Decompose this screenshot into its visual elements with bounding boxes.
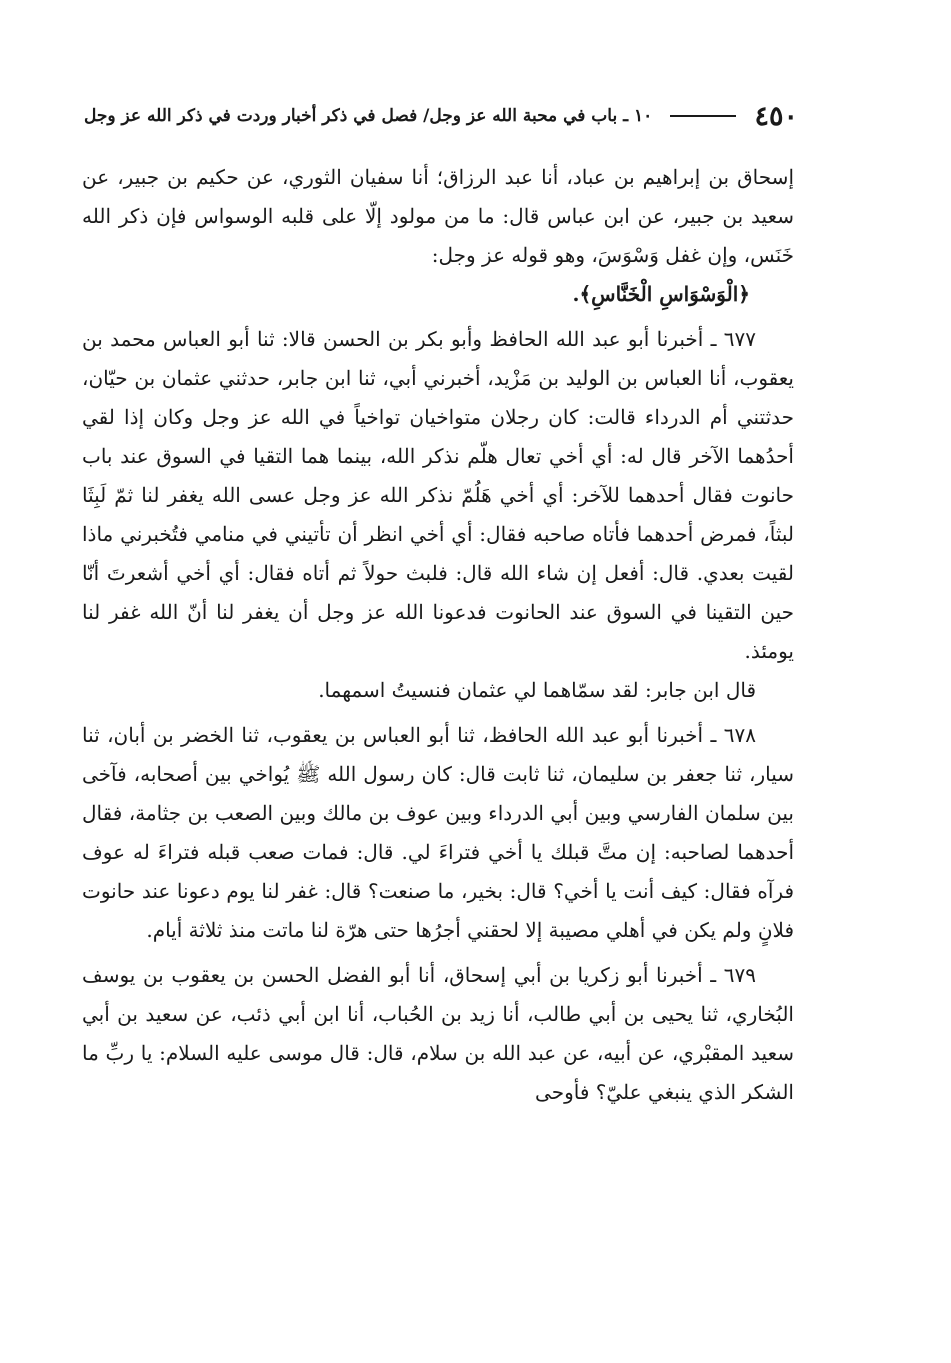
page-header bbox=[84, 98, 798, 134]
body-text bbox=[82, 158, 794, 1112]
hadith-677: ٦٧٧ ـ أخبرنا أبو عبد الله الحافظ وأبو بكر بن الحسن قالا: ثنا أبو العباس محمد بن يعقوب، أنا العباس بن الوليد بن مَزْيد، أخبرني أبي، ثنا ابن جابر، حدثني عثمان بن حيّان، حدثتني أم الدرداء قالت: كان رجلان متواخيان تواخياً في الله عز وجل وكان إذا لقي أحدُهما الآخر قال له: أي أخي تعال هلّم نذكر الله، بينما هما التقيا في السوق عند باب حانوت فقال أحدهما للآخر: أي أخي هَلُمّ نذكر الله عز وجل عسى الله يغفر لنا ثمّ لَبِثَا لبثاً، فمرض أحدهما فأتاه صاحبه فقال: أي أخي انظر أن تأتيني في منامي فتُخبرني ماذا لقيت بعدي. قال: أفعل إن شاء الله قال: فلبث حولاً ثم أتاه فقال: أي أخي أشعرتَ أنّا حين التقينا في السوق عند الحانوت فدعونا الله عز وجل أن يغفر لنا أنّ الله غفر لنا يومئذ. bbox=[82, 327, 794, 663]
page-number: ٤٥٠ bbox=[754, 100, 798, 132]
quran-verse: ﴿الْوَسْوَاسِ الْخَنَّاسِ﴾. bbox=[572, 282, 750, 306]
hadith-677-note: قال ابن جابر: لقد سمّاهما لي عثمان فنسيتُ اسمهما. bbox=[318, 678, 756, 702]
hadith-678: ٦٧٨ ـ أخبرنا أبو عبد الله الحافظ، ثنا أبو العباس بن يعقوب، ثنا الخضر بن أبان، ثنا سيار، ثنا جعفر بن سليمان، ثنا ثابت قال: كان رسول الله ﷺ يُواخي بين أصحابه، فآخى بين سلمان الفارسي وبين أبي الدرداء وبين عوف بن مالك وبين الصعب بن جثامة، فقال أحدهما لصاحبه: إن متَّ قبلك يا أخي فتراءَ لي. قال: فمات صعب قبله فتراءَ له عوف فرآه فقال: كيف أنت يا أخي؟ قال: بخير، ما صنعت؟ قال: غفر لنا يوم دعونا عند حانوت فلانٍ ولم يكن في أهلي مصيبة إلا لحقني أجرُها حتى هرّة لنا ماتت منذ ثلاثة أيام. bbox=[82, 723, 794, 942]
header-rule bbox=[670, 115, 736, 117]
hadith-679: ٦٧٩ ـ أخبرنا أبو زكريا بن أبي إسحاق، أنا أبو الفضل الحسن بن يعقوب بن يوسف البُخاري، ثنا يحيى بن أبي طالب، أنا زيد بن الحُباب، أنا ابن أبي ذئب، عن سعيد بن أبي سعيد المقبْري، عن أبيه، عن عبد الله بن سلام، قال: قال موسى عليه السلام: يا ربِّ ما الشكر الذي ينبغي عليّ؟ فأوحى bbox=[82, 963, 794, 1104]
paragraph-intro: إسحاق بن إبراهيم بن عباد، أنا عبد الرزاق؛ أنا سفيان الثوري، عن حكيم بن جبير، عن سعيد بن جبير، عن ابن عباس قال: ما من مولود إلّا على قلبه الوسواس فإن ذكر الله خَنَس، وإن غفل وَسْوَسَ، وهو قوله عز وجل: bbox=[82, 165, 794, 267]
running-head: ١٠ ـ باب في محبة الله عز وجل/ فصل في ذكر أخبار وردت في ذكر الله عز وجل bbox=[84, 106, 653, 126]
